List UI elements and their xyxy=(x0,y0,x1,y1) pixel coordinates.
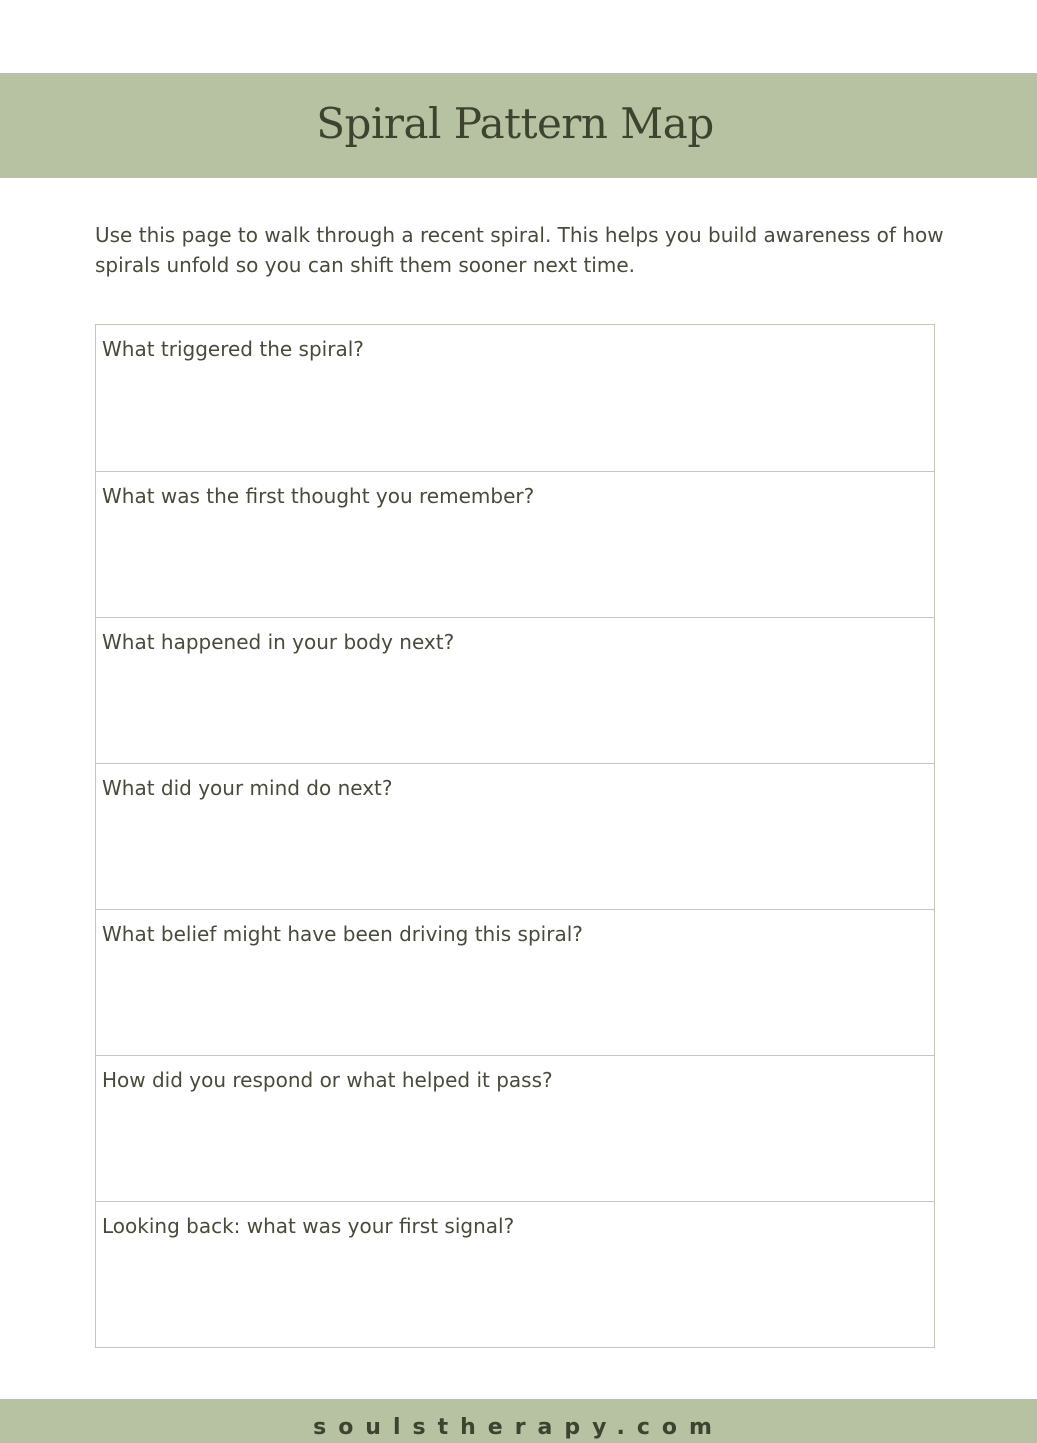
prompt-label: How did you respond or what helped it pass? xyxy=(102,1068,553,1092)
prompt-row-mind[interactable] xyxy=(96,763,934,909)
page-title: Spiral Pattern Map xyxy=(316,99,714,148)
prompt-row-response[interactable] xyxy=(96,1055,934,1201)
prompt-label: What happened in your body next? xyxy=(102,630,455,654)
prompt-label: What was the first thought you remember? xyxy=(102,484,535,508)
prompt-row-body[interactable] xyxy=(96,617,934,763)
footer-website: soulstherapy.com xyxy=(313,1415,724,1440)
intro-text: Use this page to walk through a recent spiral. This helps you build awareness of how spirals unfold so you can shift them sooner next time. xyxy=(95,223,944,277)
prompt-label: Looking back: what was your first signal? xyxy=(102,1214,515,1238)
prompt-row-first-signal[interactable] xyxy=(96,1201,934,1347)
prompt-row-trigger[interactable] xyxy=(96,325,934,471)
prompt-row-belief[interactable] xyxy=(96,909,934,1055)
prompt-label: What belief might have been driving this spiral? xyxy=(102,922,583,946)
prompt-table xyxy=(95,324,935,1348)
prompt-row-first-thought[interactable] xyxy=(96,471,934,617)
prompt-label: What did your mind do next? xyxy=(102,776,393,800)
prompt-label: What triggered the spiral? xyxy=(102,337,364,361)
